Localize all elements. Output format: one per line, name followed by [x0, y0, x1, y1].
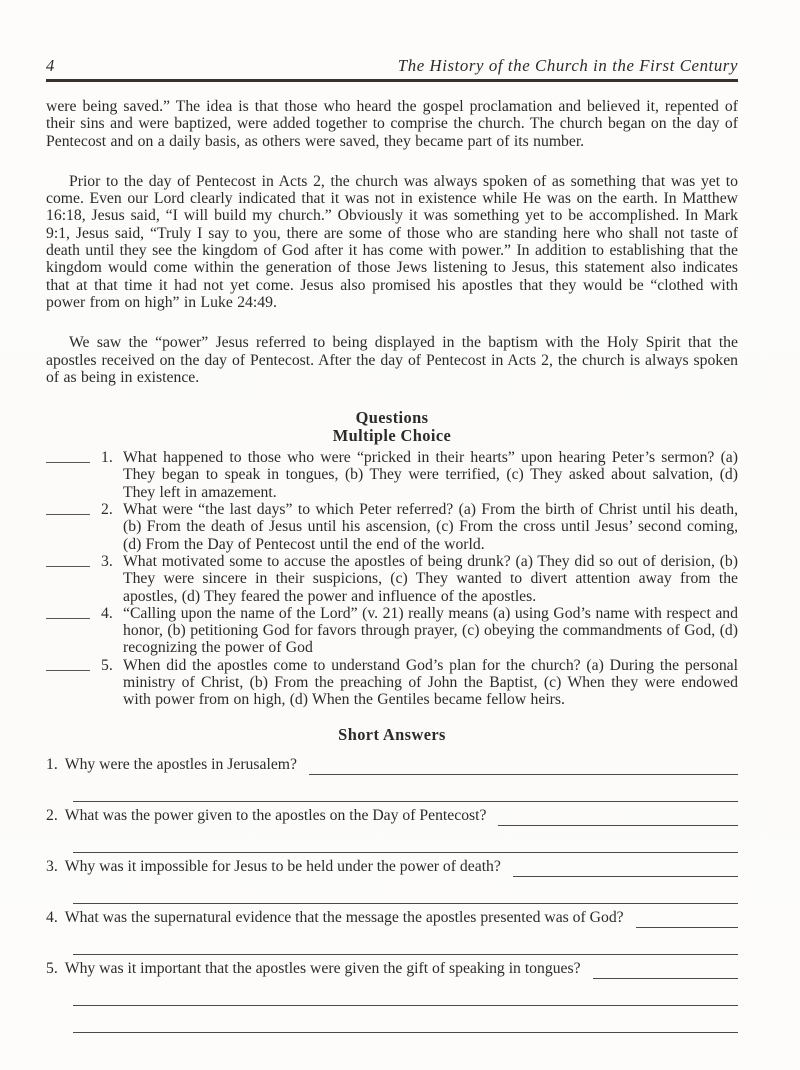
answer-line	[73, 928, 738, 955]
question-number: 4.	[101, 604, 113, 622]
question-text: What were “the last days” to which Peter referred? (a) From the birth of Christ until his death, (b) From the death of Jesus until his ascension, (c) From the cross until Jesus’ second coming, (d) From the Day of Pentecost until the end of the world.	[123, 501, 738, 553]
answer-line	[73, 877, 738, 904]
question-number: 2.	[101, 501, 113, 519]
short-answer-row	[46, 908, 738, 928]
short-answer-question	[46, 959, 738, 1033]
answer-line	[636, 911, 738, 928]
short-answers-heading: Short Answers	[338, 724, 446, 744]
question-number: 3.	[101, 552, 113, 570]
short-answer-row	[46, 806, 738, 826]
short-answer-row	[46, 857, 738, 877]
answer-blank-line	[46, 501, 90, 515]
question-text: What happened to those who were “pricked in their hearts” upon hearing Peter’s sermon? (a) They began to speak in tongues, (b) They were terrified, (c) They asked about salvation, (d) They left in amazement.	[123, 449, 738, 501]
question-text: Why was it important that the apostles were given the gift of speaking in tongues?	[64, 959, 581, 977]
page-header	[46, 56, 738, 82]
short-answers-list	[46, 755, 738, 1033]
answer-blank-line	[46, 449, 90, 463]
answer-line	[593, 962, 738, 979]
answer-line	[73, 1006, 738, 1033]
question-number: 5.	[101, 656, 113, 674]
answer-blank-line	[46, 657, 90, 671]
answer-blank-line	[46, 605, 90, 619]
short-answer-question	[46, 755, 738, 802]
multiple-choice-question	[46, 605, 738, 657]
short-answer-row	[46, 755, 738, 775]
answer-line	[73, 979, 738, 1006]
question-text: When did the apostles come to understand God’s plan for the church? (a) During the personal ministry of Christ, (b) From the preaching of John the Baptist, (c) When they were endowed with power from on high, (d) When the Gentiles became fellow heirs.	[123, 656, 738, 709]
answer-line	[73, 775, 738, 802]
question-number: 5.	[46, 959, 58, 977]
short-answer-question	[46, 908, 738, 955]
paragraph: Prior to the day of Pentecost in Acts 2, the church was always spoken of as something that was yet to come. Even our Lord clearly indicated that it was not in existence while He was on the earth. In Matthew 16:18, Jesus said, “I will build my church.” Obviously it was something yet to be accomplished. In Mark 9:1, Jesus said, “Truly I say to you, there are some of those who are standing here who shall not taste of death until they see the kingdom of God after it has come with power.” In addition to establishing that the kingdom would come within the generation of those Jews listening to Jesus, this statement also indicates that at that time it had not yet come. Jesus also promised his apostles that they would be “clothed with power from on high” in Luke 24:49.	[46, 172, 738, 311]
question-number: 4.	[46, 908, 58, 926]
answer-line	[513, 860, 738, 877]
short-answer-row	[46, 959, 738, 979]
answer-line	[73, 826, 738, 853]
multiple-choice-question	[46, 553, 738, 605]
question-number: 2.	[46, 806, 58, 824]
multiple-choice-heading: Multiple Choice	[332, 426, 452, 446]
paragraph: were being saved.” The idea is that those who heard the gospel proclamation and believed it, repented of their sins and were baptized, were added together to comprise the church. The church began on the day of Pentecost and on a daily basis, as others were saved, they became part of its number.	[46, 98, 738, 150]
question-text: “Calling upon the name of the Lord” (v. 21) really means (a) using God’s name with respect and honor, (b) petitioning God for favors through prayer, (c) obeying the commandments of God, (d) recognizing the power of God	[123, 604, 738, 657]
answer-line	[498, 809, 738, 826]
question-number: 1.	[46, 755, 58, 773]
short-answer-question	[46, 806, 738, 853]
question-text: Why were the apostles in Jerusalem?	[64, 755, 297, 773]
answer-line	[309, 758, 738, 775]
questions-heading: Questions	[355, 408, 429, 428]
body-paragraphs	[46, 98, 738, 386]
multiple-choice-question	[46, 449, 738, 501]
question-text: Why was it impossible for Jesus to be held under the power of death?	[64, 857, 501, 875]
question-number: 1.	[101, 449, 113, 467]
question-text: What motivated some to accuse the apostles of being drunk? (a) They did so out of derision, (b) They were sincere in their suspicions, (c) They wanted to divert attention away from the apostles, (d) They feared the power and influence of the apostles.	[123, 552, 738, 605]
question-text: What was the supernatural evidence that the message the apostles presented was of God?	[64, 908, 624, 926]
page-number: 4	[46, 56, 55, 75]
short-answer-question	[46, 857, 738, 904]
running-title: The History of the Church in the First Century	[397, 56, 738, 75]
multiple-choice-question	[46, 657, 738, 709]
paragraph: We saw the “power” Jesus referred to being displayed in the baptism with the Holy Spirit that the apostles received on the day of Pentecost. After the day of Pentecost in Acts 2, the church is always spoken of as being in existence.	[46, 334, 738, 386]
multiple-choice-list	[46, 449, 738, 708]
answer-blank-line	[46, 553, 90, 567]
question-text: What was the power given to the apostles on the Day of Pentecost?	[64, 806, 487, 824]
question-number: 3.	[46, 857, 58, 875]
multiple-choice-question	[46, 501, 738, 553]
